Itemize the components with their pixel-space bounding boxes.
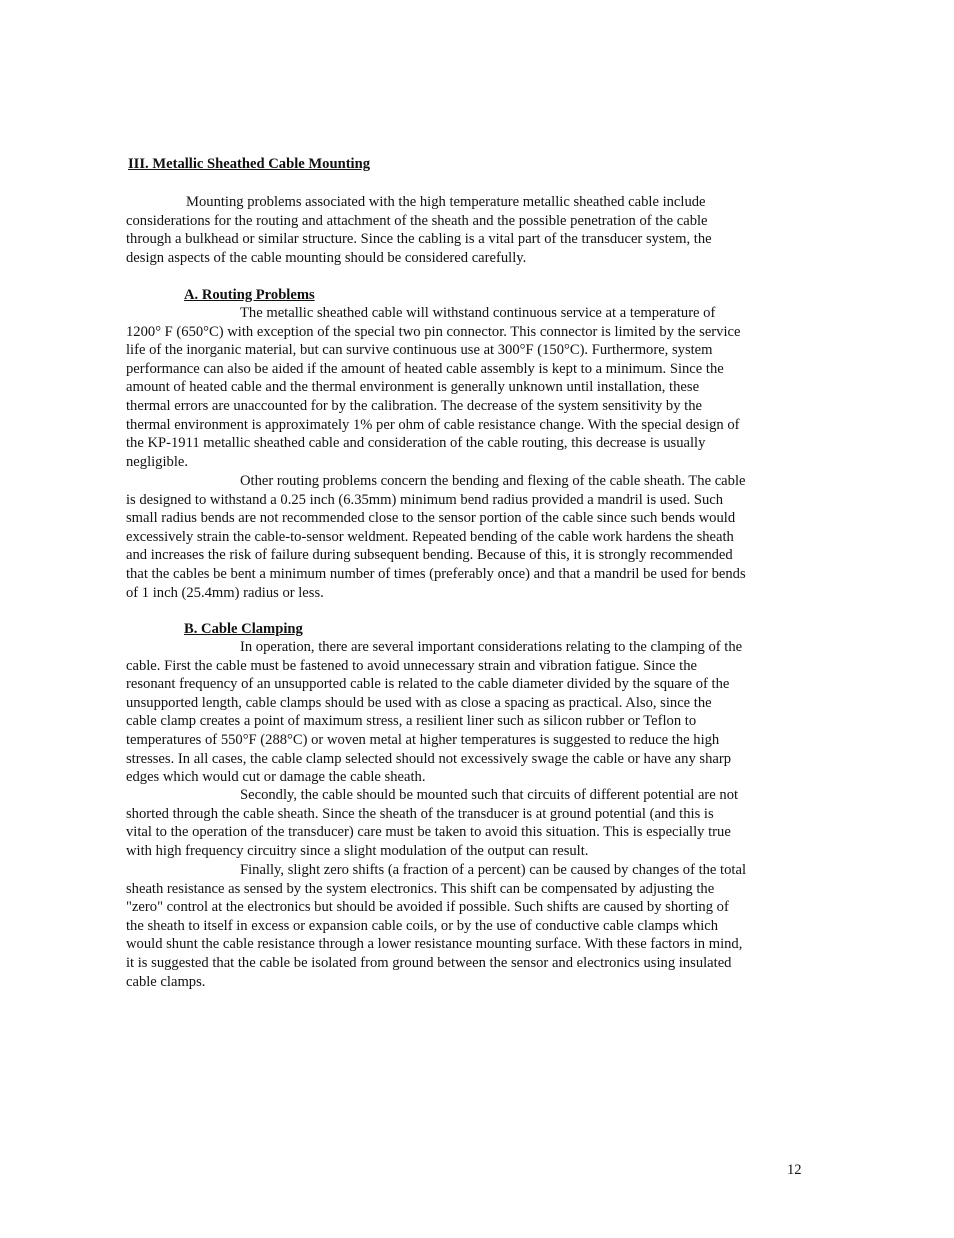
text-line: with high frequency circuitry since a slight modulation of the output can result. — [126, 842, 589, 859]
text-line: small radius bends are not recommended close to the sensor portion of the cable since such bends would — [126, 510, 736, 527]
text-line: would shunt the cable resistance through a lower resistance mounting surface. With these factors in mind, — [126, 936, 743, 953]
text-line: that the cables be bent a minimum number of times (preferably once) and that a mandril be used for bends — [126, 565, 746, 582]
text-line: excessively strain the cable-to-sensor weldment. Repeated bending of the cable work hardens the sheath — [126, 528, 734, 545]
text-line: it is suggested that the cable be isolated from ground between the sensor and electronics using insulated — [126, 954, 732, 971]
routing-paragraph-1 — [126, 304, 806, 471]
text-line: Secondly, the cable should be mounted such that circuits of different potential are not — [240, 787, 739, 803]
clamping-paragraph-3 — [126, 861, 806, 991]
text-line: In operation, there are several important considerations relating to the clamping of the — [240, 639, 743, 655]
text-line: thermal errors are unaccounted for by the calibration. The decrease of the system sensitivity by the — [126, 397, 702, 414]
clamping-paragraph-1 — [126, 638, 806, 787]
text-line: negligible. — [126, 453, 189, 470]
text-line: temperatures of 550°F (288°C) or woven metal at higher temperatures is suggested to reduce the high — [126, 731, 720, 748]
text-line: shorted through the cable sheath. Since the sheath of the transducer is at ground potential (and this is — [126, 805, 714, 822]
text-line: cable clamps. — [126, 973, 206, 990]
text-line: and increases the risk of failure during subsequent bending. Because of this, it is strongly recommended — [126, 547, 733, 564]
text-line: is designed to withstand a 0.25 inch (6.35mm) minimum bend radius provided a mandril is used. Such — [126, 491, 724, 508]
text-line: thermal environment is approximately 1% per ohm of cable resistance change. With the special design of — [126, 416, 740, 433]
text-line: Mounting problems associated with the high temperature metallic sheathed cable include — [186, 194, 706, 210]
text-line: design aspects of the cable mounting should be considered carefully. — [126, 249, 527, 266]
text-line: "zero" control at the electronics but should be avoided if possible. Such shifts are caused by shorting of — [126, 899, 729, 916]
text-line: unsupported length, cable clamps should be used with as close a spacing as practical. Also, since the — [126, 694, 712, 711]
text-line: edges which would cut or damage the cable sheath. — [126, 769, 426, 786]
intro-paragraph — [126, 193, 806, 267]
text-line: The metallic sheathed cable will withstand continuous service at a temperature of — [240, 305, 716, 321]
text-line: performance can also be aided if the amount of heated cable assembly is kept to a minimum. Since the — [126, 360, 724, 377]
text-line: resonant frequency of an unsupported cable is related to the cable diameter divided by the square of the — [126, 676, 730, 693]
text-line: the sheath to itself in excess or expansion cable coils, or by the use of conductive cable clamps which — [126, 917, 719, 934]
text-line: sheath resistance as sensed by the system electronics. This shift can be compensated by adjusting the — [126, 880, 715, 897]
text-line: amount of heated cable and the thermal environment is generally unknown until installation, these — [126, 379, 700, 396]
text-line: Other routing problems concern the bending and flexing of the cable sheath. The cable — [240, 473, 746, 489]
routing-paragraph-2 — [126, 472, 806, 602]
text-line: considerations for the routing and attachment of the sheath and the possible penetration of the cable — [126, 212, 708, 229]
text-line: cable clamp creates a point of maximum stress, a resilient liner such as silicon rubber or Teflon to — [126, 713, 697, 730]
text-line: of 1 inch (25.4mm) radius or less. — [126, 584, 324, 601]
text-line: the KP-1911 metallic sheathed cable and consideration of the cable routing, this decrease is usually — [126, 435, 706, 452]
section-heading: III. Metallic Sheathed Cable Mounting — [128, 156, 371, 172]
text-line: life of the inorganic material, but can survive continuous use at 300°F (150°C). Furthermore, system — [126, 342, 713, 359]
text-line: 1200° F (650°C) with exception of the special two pin connector. This connector is limited by the service — [126, 323, 741, 340]
clamping-paragraph-2 — [126, 786, 806, 860]
text-line: Finally, slight zero shifts (a fraction of a percent) can be caused by changes of the total — [240, 862, 746, 878]
subsection-heading-routing: A. Routing Problems — [184, 287, 315, 303]
text-line: through a bulkhead or similar structure. Since the cabling is a vital part of the transducer system, the — [126, 231, 712, 248]
page-number: 12 — [787, 1162, 802, 1178]
text-line: stresses. In all cases, the cable clamp selected should not excessively swage the cable or have any sharp — [126, 750, 732, 767]
subsection-heading-clamping: B. Cable Clamping — [184, 621, 303, 637]
text-line: cable. First the cable must be fastened to avoid unnecessary strain and vibration fatigue. Since the — [126, 657, 698, 674]
text-line: vital to the operation of the transducer) care must be taken to avoid this situation. This is especially true — [126, 824, 731, 841]
